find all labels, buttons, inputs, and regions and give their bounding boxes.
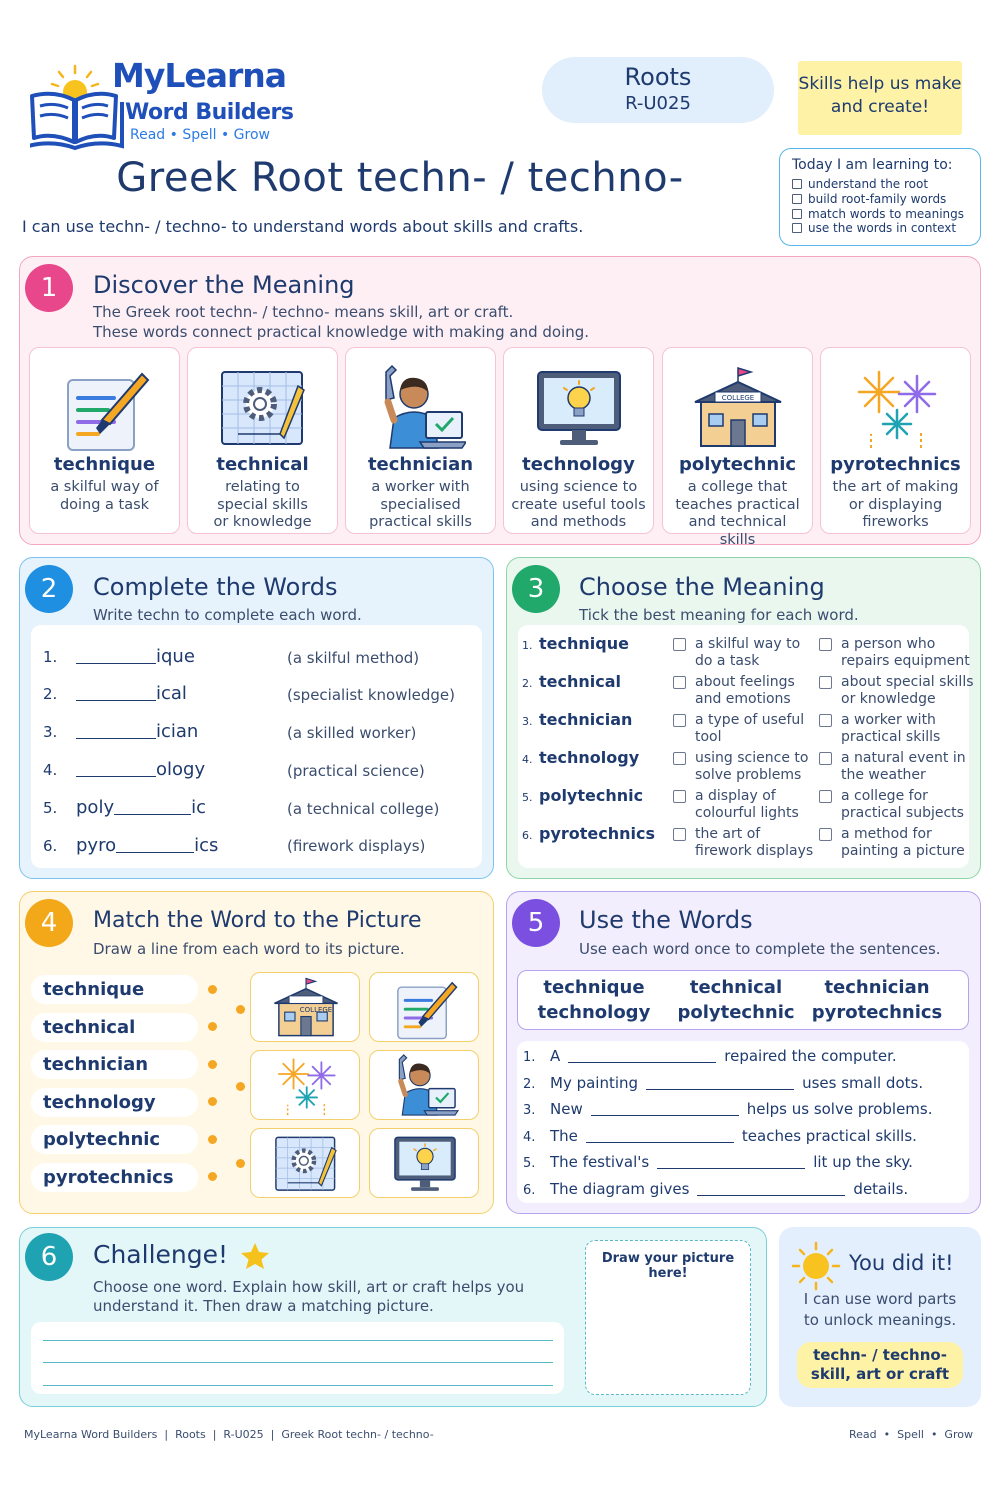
brand-tagline: Read • Spell • Grow: [130, 127, 270, 143]
match-word[interactable]: polytechnic: [31, 1125, 198, 1154]
footer-tagline: Read • Spell • Grow: [849, 1428, 973, 1441]
bank-word: technique: [543, 977, 645, 998]
option-b[interactable]: a person who repairs equipment: [841, 636, 971, 670]
match-dot[interactable]: [236, 1159, 245, 1168]
checklist-item[interactable]: use the words in context: [792, 221, 980, 236]
checkbox[interactable]: [792, 179, 802, 189]
option-b[interactable]: a worker with practical skills: [841, 712, 971, 746]
sentence-row: 5. The festival's lit up the sky.: [523, 1153, 913, 1171]
section-subtitle: Draw a line from each word to its picture.: [93, 940, 405, 958]
word-card-technical: [187, 347, 338, 534]
answer-blank[interactable]: [76, 648, 156, 664]
fireworks-icon: [851, 362, 941, 452]
answer-blank[interactable]: [76, 761, 156, 777]
match-dot[interactable]: [208, 1135, 217, 1144]
answer-blank[interactable]: [76, 723, 156, 739]
checkbox[interactable]: [819, 638, 832, 651]
section-number: 3: [512, 565, 560, 613]
star-icon: [240, 1242, 270, 1270]
checkbox[interactable]: [673, 828, 686, 841]
section-subtitle: Choose one word. Explain how skill, art or craft helps you: [93, 1278, 525, 1296]
match-picture[interactable]: [250, 1050, 360, 1120]
section-subtitle: The Greek root techn- / techno- means skill, art or craft.: [93, 303, 514, 321]
writing-line: [43, 1340, 553, 1341]
question-word: 5. polytechnic: [522, 786, 644, 805]
college-building-icon: [271, 974, 341, 1040]
card-definition: a skilful way of doing a task: [50, 479, 159, 513]
completion-message: I can use word parts to unlock meanings.: [803, 1290, 957, 1329]
match-dot[interactable]: [208, 985, 217, 994]
section-number: 4: [25, 899, 73, 947]
word-hint: (practical science): [287, 762, 425, 780]
card-word: polytechnic: [678, 454, 797, 475]
sentence-row: 1. A repaired the computer.: [523, 1047, 897, 1065]
drawing-label: Draw your picture here!: [601, 1251, 735, 1281]
match-picture[interactable]: [369, 1050, 479, 1120]
word-hint: (a technical college): [287, 800, 440, 818]
svg-text:COLLEGE: COLLEGE: [299, 1006, 333, 1014]
computer-lightbulb-icon: [390, 1130, 460, 1196]
unit-code: R-U025: [625, 93, 691, 114]
section-title: Challenge!: [93, 1240, 229, 1269]
completion-row: 6. pyro ics: [43, 835, 219, 856]
checkbox[interactable]: [673, 790, 686, 803]
checklist-item[interactable]: understand the root: [792, 177, 980, 192]
word-hint: (specialist knowledge): [287, 686, 455, 704]
match-word[interactable]: technique: [31, 975, 198, 1004]
card-word: technique: [53, 454, 156, 475]
checkbox[interactable]: [819, 828, 832, 841]
question-word: 1. technique: [522, 634, 629, 653]
writing-line: [43, 1385, 553, 1386]
college-building-icon: [693, 362, 783, 452]
unit-badge: [542, 57, 774, 123]
match-dot[interactable]: [236, 1005, 245, 1014]
learning-goal: I can use techn- / techno- to understand words about skills and crafts.: [22, 217, 584, 236]
section-number: 5: [512, 899, 560, 947]
completion-row: 2. ical: [43, 683, 187, 704]
blueprint-gear-icon: [218, 362, 308, 452]
bank-word: technology: [537, 1002, 651, 1023]
match-word[interactable]: technician: [31, 1050, 198, 1079]
option-a[interactable]: a display of colourful lights: [695, 788, 815, 822]
word-hint: (a skilled worker): [287, 724, 417, 742]
question-word: 3. technician: [522, 710, 633, 729]
checkbox[interactable]: [673, 752, 686, 765]
section-subtitle: Write techn to complete each word.: [93, 606, 362, 624]
section-title: Choose the Meaning: [579, 573, 825, 601]
checkbox[interactable]: [673, 714, 686, 727]
word-hint: (a skilful method): [287, 649, 420, 667]
sentence-row: 6. The diagram gives details.: [523, 1180, 909, 1198]
section-title: Discover the Meaning: [93, 271, 355, 299]
question-word: 2. technical: [522, 672, 622, 691]
match-dot[interactable]: [208, 1172, 217, 1181]
section-subtitle: understand it. Then draw a matching picture.: [93, 1297, 434, 1315]
sentence-panel: [517, 1041, 969, 1203]
answer-blank[interactable]: [116, 837, 194, 853]
word-card-technology: [503, 347, 654, 534]
question-word: 6. pyrotechnics: [522, 824, 656, 843]
learning-checklist: [779, 148, 981, 246]
word-card-technician: [345, 347, 496, 534]
section-title: Match the Word to the Picture: [93, 908, 422, 933]
page-title: Greek Root techn- / techno-: [116, 155, 684, 201]
root-summary-pill: techn- / techno- skill, art or craft: [797, 1342, 963, 1388]
match-word[interactable]: pyrotechnics: [31, 1163, 198, 1192]
technician-icon: [376, 362, 466, 452]
bank-word: pyrotechnics: [811, 1002, 943, 1023]
option-a[interactable]: a skilful way to do a task: [695, 636, 815, 670]
match-dot[interactable]: [208, 1097, 217, 1106]
option-b[interactable]: a college for practical subjects: [841, 788, 971, 822]
section-title: Use the Words: [579, 906, 753, 934]
motto-note: Skills help us make and create!: [798, 61, 962, 135]
bank-word: polytechnic: [677, 1002, 795, 1023]
answer-blank[interactable]: [568, 1049, 716, 1063]
section-subtitle: Use each word once to complete the sentences.: [579, 940, 941, 958]
completion-row: 4. ology: [43, 759, 206, 780]
card-definition: relating to special skills or knowledge: [213, 479, 312, 530]
checklist-heading: Today I am learning to:: [792, 157, 953, 173]
word-hint: (firework displays): [287, 837, 426, 855]
match-picture[interactable]: [250, 1128, 360, 1198]
checkbox[interactable]: [792, 194, 802, 204]
technician-icon: [390, 1052, 460, 1118]
section-number: 2: [25, 565, 73, 613]
footer-info: MyLearna Word Builders | Roots | R-U025 | Greek Root techn- / techno-: [24, 1428, 434, 1441]
completion-row: 3. ician: [43, 721, 199, 742]
answer-blank[interactable]: [76, 685, 156, 701]
paintbrush-icon: [390, 974, 460, 1040]
fireworks-icon: [271, 1052, 341, 1118]
svg-text:COLLEGE: COLLEGE: [721, 394, 755, 402]
option-b[interactable]: a natural event in the weather: [841, 750, 971, 784]
brand-name: MyLearna: [112, 56, 287, 95]
match-dot[interactable]: [208, 1022, 217, 1031]
section-number: 1: [25, 264, 73, 312]
completion-box: [779, 1227, 981, 1407]
drawing-area[interactable]: [585, 1240, 751, 1395]
section-subtitle: Tick the best meaning for each word.: [579, 606, 859, 624]
checklist-item[interactable]: build root-family words: [792, 192, 980, 207]
answer-blank[interactable]: [657, 1155, 805, 1169]
sun-icon: [789, 1241, 843, 1291]
match-word[interactable]: technical: [31, 1013, 198, 1042]
bank-word: technical: [689, 977, 783, 998]
blueprint-gear-icon: [271, 1130, 341, 1196]
completion-row: 5. poly ic: [43, 797, 206, 818]
card-definition: a worker with specialised practical skills: [369, 479, 472, 530]
sentence-row: 4. The teaches practical skills.: [523, 1127, 917, 1145]
card-definition: the art of making or displaying fireworks: [832, 479, 959, 530]
checkbox[interactable]: [673, 638, 686, 651]
word-card-polytechnic: [662, 347, 813, 548]
word-card-pyrotechnics: [820, 347, 971, 534]
checkbox[interactable]: [819, 714, 832, 727]
match-dot[interactable]: [208, 1060, 217, 1069]
card-definition: a college that teaches practical and technical skills: [675, 479, 800, 548]
checkbox[interactable]: [792, 209, 802, 219]
sentence-row: 2. My painting uses small dots.: [523, 1074, 924, 1092]
brand-subtitle: Word Builders: [125, 100, 294, 125]
checkbox[interactable]: [819, 676, 832, 689]
section-title: Complete the Words: [93, 573, 338, 601]
answer-blank[interactable]: [586, 1129, 734, 1143]
writing-line: [43, 1362, 553, 1363]
card-word: technician: [367, 454, 474, 475]
match-picture[interactable]: [369, 972, 479, 1042]
checkbox[interactable]: [673, 676, 686, 689]
match-word[interactable]: technology: [31, 1088, 198, 1117]
match-picture[interactable]: [250, 972, 360, 1042]
card-word: technology: [522, 454, 635, 475]
option-b[interactable]: about special skills or knowledge: [841, 674, 976, 708]
checklist-item[interactable]: match words to meanings: [792, 207, 980, 222]
checkbox[interactable]: [819, 752, 832, 765]
answer-blank[interactable]: [591, 1102, 739, 1116]
checkbox[interactable]: [792, 223, 802, 233]
bank-word: technician: [824, 977, 930, 998]
option-a[interactable]: a type of useful tool: [695, 712, 815, 746]
section-number: 6: [25, 1233, 73, 1281]
option-a[interactable]: using science to solve problems: [695, 750, 817, 784]
option-a[interactable]: about feelings and emotions: [695, 674, 815, 708]
paintbrush-icon: [60, 362, 150, 452]
card-word: pyrotechnics: [830, 454, 961, 475]
option-b[interactable]: a method for painting a picture: [841, 826, 971, 860]
match-dot[interactable]: [236, 1082, 245, 1091]
option-a[interactable]: the art of firework displays: [695, 826, 815, 860]
completion-title: You did it!: [849, 1251, 954, 1275]
checkbox[interactable]: [819, 790, 832, 803]
card-definition: using science to create useful tools and methods: [511, 479, 646, 530]
answer-blank[interactable]: [697, 1182, 845, 1196]
unit-title: Roots: [624, 63, 692, 91]
sentence-row: 3. New helps us solve problems.: [523, 1100, 933, 1118]
writing-area[interactable]: [31, 1322, 564, 1394]
section-subtitle: These words connect practical knowledge with making and doing.: [93, 323, 590, 341]
match-picture[interactable]: [369, 1128, 479, 1198]
answer-blank[interactable]: [646, 1076, 794, 1090]
card-word: technical: [216, 454, 309, 475]
completion-row: 1. ique: [43, 646, 195, 667]
answer-blank[interactable]: [114, 799, 191, 815]
question-word: 4. technology: [522, 748, 640, 767]
word-card-technique: [29, 347, 180, 534]
computer-lightbulb-icon: [534, 362, 624, 452]
